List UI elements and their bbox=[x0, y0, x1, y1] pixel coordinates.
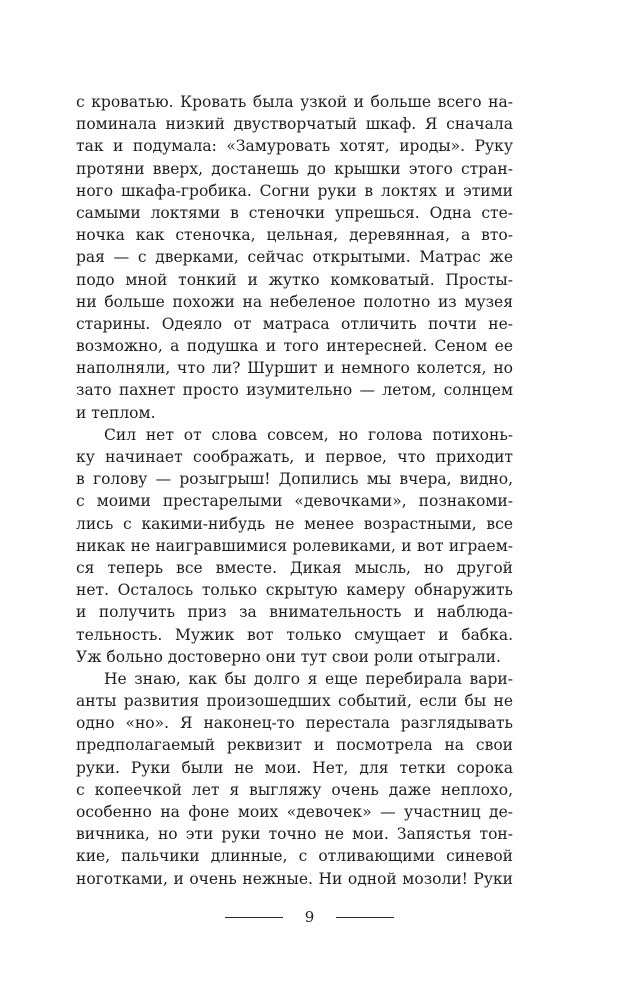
text-line: с копеечкой лет я выгляжу очень даже неплохо, bbox=[76, 780, 513, 799]
text-line: старины. Одеяло от матраса отличить почти не- bbox=[76, 314, 513, 333]
text-line: и получить приз за внимательность и наблюда- bbox=[76, 603, 513, 622]
text-line: наполняли, что ли? Шуршит и немного колется, но bbox=[76, 359, 513, 378]
text-line: тельность. Мужик вот только смущает и бабка. bbox=[76, 625, 513, 644]
footer-rule-right bbox=[336, 917, 394, 918]
text-line: с кроватью. Кровать была узкой и больше всего на- bbox=[76, 93, 513, 111]
text-line: подо мной тонкий и жутко комковатый. Просты- bbox=[76, 270, 513, 289]
text-line: Сил нет от слова совсем, но голова потихонь- bbox=[104, 425, 513, 444]
text-line: и теплом. bbox=[76, 403, 156, 422]
text-line: ку начинает соображать, и первое, что приходит bbox=[76, 448, 513, 466]
page-number: 9 bbox=[304, 908, 315, 926]
text-line: рая — с дверками, сейчас открытыми. Матрас же bbox=[76, 248, 513, 267]
text-line: одно «но». Я наконец-то перестала разглядывать bbox=[76, 714, 513, 733]
text-line: ного шкафа-гробика. Согни руки в локтях и этими bbox=[76, 181, 513, 200]
body-text bbox=[76, 91, 513, 890]
text-line: никак не наигравшимися ролевиками, и вот играем- bbox=[76, 536, 513, 555]
paragraph-2 bbox=[76, 424, 513, 668]
text-line: руки. Руки были не мои. Нет, для тетки сорока bbox=[76, 758, 513, 777]
text-line: лись с какими-нибудь не менее возрастными, все bbox=[76, 514, 513, 533]
text-line: возможно, а подушка и того интересней. Сеном ее bbox=[76, 337, 513, 356]
paragraph-3 bbox=[76, 668, 513, 890]
text-line: с моими престарелыми «девочками», познакоми- bbox=[76, 492, 513, 511]
text-line: так и подумала: «Замуровать хотят, ироды». Руку bbox=[76, 137, 513, 156]
text-line: ни больше похожи на небеленое полотно из музея bbox=[76, 292, 513, 311]
text-line: предполагаемый реквизит и посмотрела на свои bbox=[76, 736, 513, 755]
text-line: Уж больно достоверно они тут свои роли отыграли. bbox=[76, 647, 501, 666]
text-line: анты развития произошедших событий, если бы не bbox=[76, 692, 513, 711]
text-line: особенно на фоне моих «девочек» — участниц де- bbox=[76, 803, 513, 821]
text-line: вичника, но эти руки точно не мои. Запястья тон- bbox=[76, 825, 513, 844]
text-line: в голову — розыгрыш! Допились мы вчера, видно, bbox=[76, 470, 513, 489]
text-line: нет. Осталось только скрытую камеру обнаружить bbox=[76, 581, 513, 600]
text-line: ноготками, и очень нежные. Ни одной мозоли! Руки bbox=[76, 869, 513, 888]
text-line: Не знаю, как бы долго я еще перебирала вари- bbox=[104, 669, 513, 688]
footer-rule-left bbox=[225, 917, 283, 918]
text-line: поминала низкий двустворчатый шкаф. Я сначала bbox=[76, 115, 513, 134]
text-line: ся теперь все вместе. Дикая мысль, но другой bbox=[76, 558, 513, 577]
text-line: протяни вверх, достанешь до крышки этого стран- bbox=[76, 159, 513, 178]
page-footer bbox=[0, 905, 619, 929]
paragraph-1 bbox=[76, 91, 513, 424]
text-line: самыми локтями в стеночки упрешься. Одна сте- bbox=[76, 203, 513, 222]
text-line: зато пахнет просто изумительно — летом, солнцем bbox=[76, 381, 513, 400]
text-line: кие, пальчики длинные, с отливающими синевой bbox=[76, 847, 513, 866]
text-line: ночка как стеночка, цельная, деревянная, а вто- bbox=[76, 226, 513, 245]
